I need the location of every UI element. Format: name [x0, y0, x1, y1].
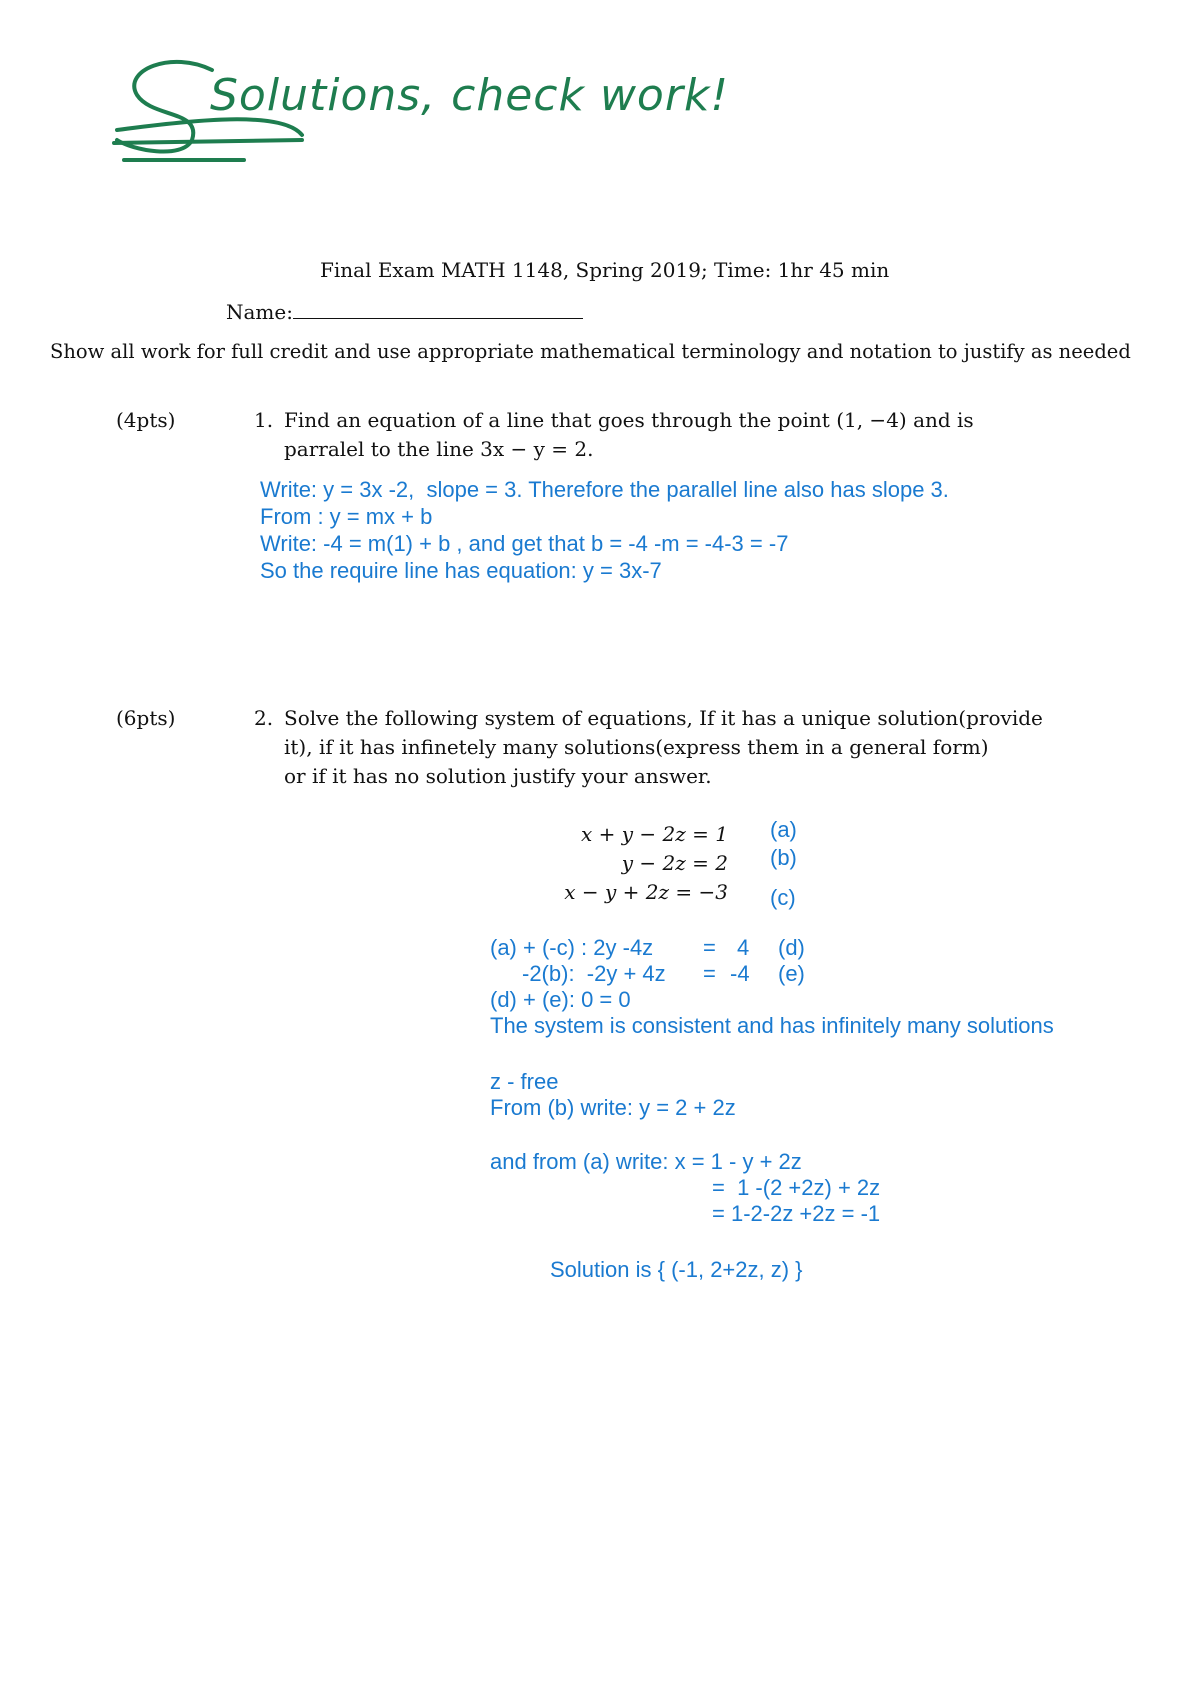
q2-text-line3: or if it has no solution justify your answer.	[284, 764, 712, 788]
work-row-1-tag: (d)	[778, 935, 805, 960]
q2-text-line1: Solve the following system of equations, If it has a unique solution(provide	[284, 706, 1043, 730]
q2-number: 2.	[254, 706, 274, 730]
q1-points: (4pts)	[116, 408, 176, 432]
work-row-2-left: -2(b): -2y + 4z	[522, 961, 666, 986]
exam-title: Final Exam MATH 1148, Spring 2019; Time: 1hr 45 min	[320, 258, 890, 282]
work-conclusion: The system is consistent and has infinitely many solutions	[490, 1013, 1054, 1038]
equation-tag-a: (a)	[770, 817, 797, 842]
work-row-3: (d) + (e): 0 = 0	[490, 987, 631, 1012]
work-row-1-left: (a) + (-c) : 2y -4z	[490, 935, 654, 960]
q1-solution	[260, 476, 949, 584]
q2-text-line2: it), if it has infinetely many solutions(express them in a general form)	[284, 735, 989, 759]
name-blank	[293, 298, 583, 319]
instructions: Show all work for full credit and use appropriate mathematical terminology and notation to justify as needed	[50, 340, 1131, 363]
work-row-2-tag: (e)	[778, 961, 805, 986]
work-from-a: and from (a) write: x = 1 - y + 2z	[490, 1149, 802, 1174]
handwritten-annotation	[112, 40, 730, 180]
equation-b: y − 2z = 2	[621, 851, 728, 875]
work-row-2-eq: =	[703, 961, 716, 986]
work-step-3: = 1-2-2z +2z = -1	[712, 1201, 881, 1226]
annotation-text: Solutions, check work!	[210, 70, 730, 121]
work-step-2: = 1 -(2 +2z) + 2z	[712, 1175, 881, 1200]
q2-solution-set: Solution is { (-1, 2+2z, z) }	[550, 1257, 803, 1282]
work-free-variable: z - free	[490, 1069, 559, 1094]
name-field	[226, 298, 583, 324]
q1-solution-line: Write: -4 = m(1) + b , and get that b = -4 -m = -4-3 = -7	[260, 531, 789, 556]
name-label: Name:	[226, 300, 293, 324]
work-from-b: From (b) write: y = 2 + 2z	[490, 1095, 736, 1120]
q2-points: (6pts)	[116, 706, 176, 730]
equation-c: x − y + 2z = −3	[564, 880, 728, 904]
work-row-1-val: 4	[737, 935, 750, 960]
work-row-2-val: -4	[730, 961, 750, 986]
equation-tag-c: (c)	[770, 885, 796, 910]
q1-text-line2: parralel to the line 3x − y = 2.	[284, 437, 594, 461]
q1-solution-line: From : y = mx + b	[260, 504, 433, 529]
q1-text-line1: Find an equation of a line that goes through the point (1, −4) and is	[284, 408, 974, 432]
equation-a: x + y − 2z = 1	[581, 822, 728, 846]
work-row-1-eq: =	[703, 935, 716, 960]
q1-number: 1.	[254, 408, 274, 432]
q1-solution-line: So the require line has equation: y = 3x-7	[260, 558, 662, 583]
q1-solution-line: Write: y = 3x -2, slope = 3. Therefore the parallel line also has slope 3.	[260, 477, 949, 502]
equation-tag-b: (b)	[770, 845, 797, 870]
